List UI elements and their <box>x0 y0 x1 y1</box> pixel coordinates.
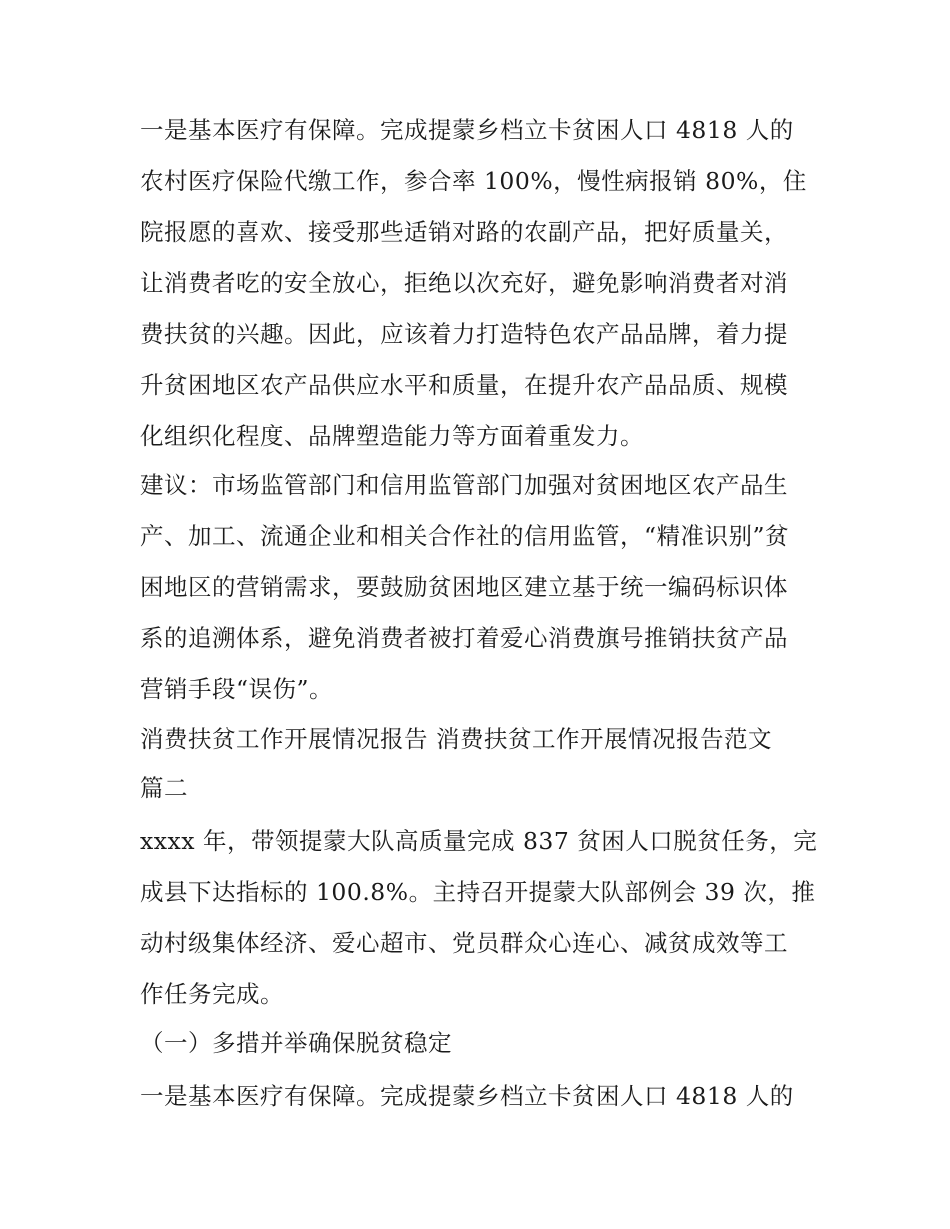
text-line: 院报愿的喜欢、接受那些适销对路的农副产品，把好质量关， <box>140 218 788 246</box>
text-line: 一是基本医疗有保障。完成提蒙乡档立卡贫困人口 4818 人的 <box>140 116 794 144</box>
text-line: 产、加工、流通企业和相关合作社的信用监管，“精准识别”贫 <box>140 522 790 550</box>
text-line: 成县下达指标的 100.8%。主持召开提蒙大队部例会 39 次，推 <box>140 878 816 906</box>
text-line: 困地区的营销需求，要鼓励贫困地区建立基于统一编码标识体 <box>140 573 788 601</box>
subsection-heading: （一）多措并举确保脱贫稳定 <box>140 1029 452 1057</box>
text-line: 动村级集体经济、爱心超市、党员群众心连心、减贫成效等工 <box>140 929 788 957</box>
text-line: 化组织化程度、品牌塑造能力等方面着重发力。 <box>140 422 644 450</box>
text-line: 一是基本医疗有保障。完成提蒙乡档立卡贫困人口 4818 人的 <box>140 1082 794 1110</box>
text-line: 农村医疗保险代缴工作，参合率 100%，慢性病报销 80%，住 <box>140 167 807 195</box>
text-line: 费扶贫的兴趣。因此，应该着力打造特色农产品品牌，着力提 <box>140 320 788 348</box>
section-subtitle: 篇二 <box>140 774 188 802</box>
text-line: xxxx 年，带领提蒙大队高质量完成 837 贫困人口脱贫任务，完 <box>140 827 818 855</box>
text-line: 营销手段“误伤”。 <box>140 675 334 703</box>
text-line: 系的追溯体系，避免消费者被打着爱心消费旗号推销扶贫产品 <box>140 624 788 652</box>
text-line: 建议：市场监管部门和信用监管部门加强对贫困地区农产品生 <box>140 471 788 499</box>
text-line: 升贫困地区农产品供应水平和质量，在提升农产品品质、规模 <box>140 371 788 399</box>
section-title: 消费扶贫工作开展情况报告 消费扶贫工作开展情况报告范文 <box>140 725 772 753</box>
text-line: 作任务完成。 <box>140 980 284 1008</box>
text-line: 让消费者吃的安全放心，拒绝以次充好，避免影响消费者对消 <box>140 269 788 297</box>
